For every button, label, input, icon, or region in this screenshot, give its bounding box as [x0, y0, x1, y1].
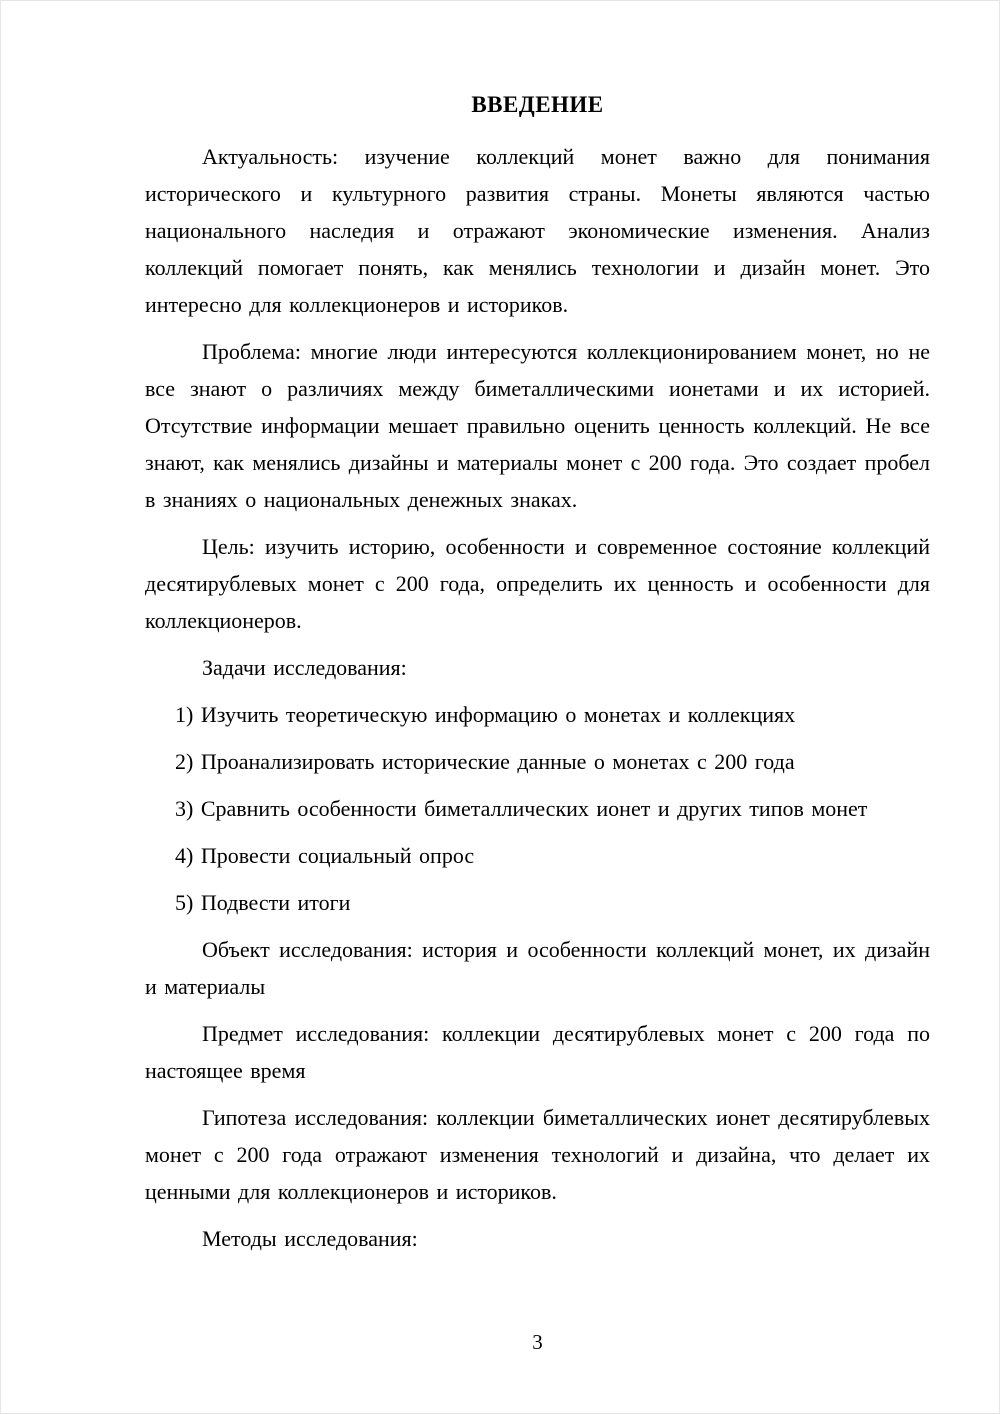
paragraph-hypothesis: Гипотеза исследования: коллекции биметаллических ионет десятирублевых монет с 200 года отражают изменения технологий и дизайна, что делает их ценными для коллекционеров и историков. [145, 1105, 930, 1204]
paragraph-object: Объект исследования: история и особенности коллекций монет, их дизайн и материалы [145, 937, 930, 999]
task-item-2: 2) Проанализировать исторические данные о монетах с 200 года [175, 749, 795, 774]
paragraph-problem: Проблема: многие люди интересуются коллекционированием монет, но не все знают о различиях между биметаллическими ионетами и их историей. Отсутствие информации мешает правильно оценить ценность коллекций. Не все знают, как менялись дизайны и материалы монет с 200 года. Это создает пробел в знаниях о национальных денежных знаках. [145, 339, 930, 512]
section-title: ВВЕДЕНИЕ [471, 92, 604, 117]
paragraph-goal: Цель: изучить историю, особенности и современное состояние коллекций десятирублевых монет с 200 года, определить их ценность и особенности для коллекционеров. [145, 534, 930, 633]
paragraph-relevance: Актуальность: изучение коллекций монет важно для понимания исторического и культурного развития страны. Монеты являются частью национального наследия и отражают экономические изменения. Анализ коллекций помогает понять, как менялись технологии и дизайн монет. Это интересно для коллекционеров и историков. [145, 144, 930, 317]
task-item-5: 5) Подвести итоги [175, 890, 351, 915]
task-item-4: 4) Провести социальный опрос [175, 843, 475, 868]
document-content [145, 92, 930, 1267]
paragraph-methods-heading: Методы исследования: [202, 1226, 418, 1251]
paragraph-subject: Предмет исследования: коллекции десятирублевых монет с 200 года по настоящее время [145, 1021, 930, 1083]
paragraph-tasks-heading: Задачи исследования: [202, 655, 407, 680]
page-number: 3 [532, 1330, 543, 1354]
task-item-1: 1) Изучить теоретическую информацию о монетах и коллекциях [175, 702, 796, 727]
task-item-3: 3) Сравнить особенности биметаллических ионет и других типов монет [175, 796, 868, 821]
